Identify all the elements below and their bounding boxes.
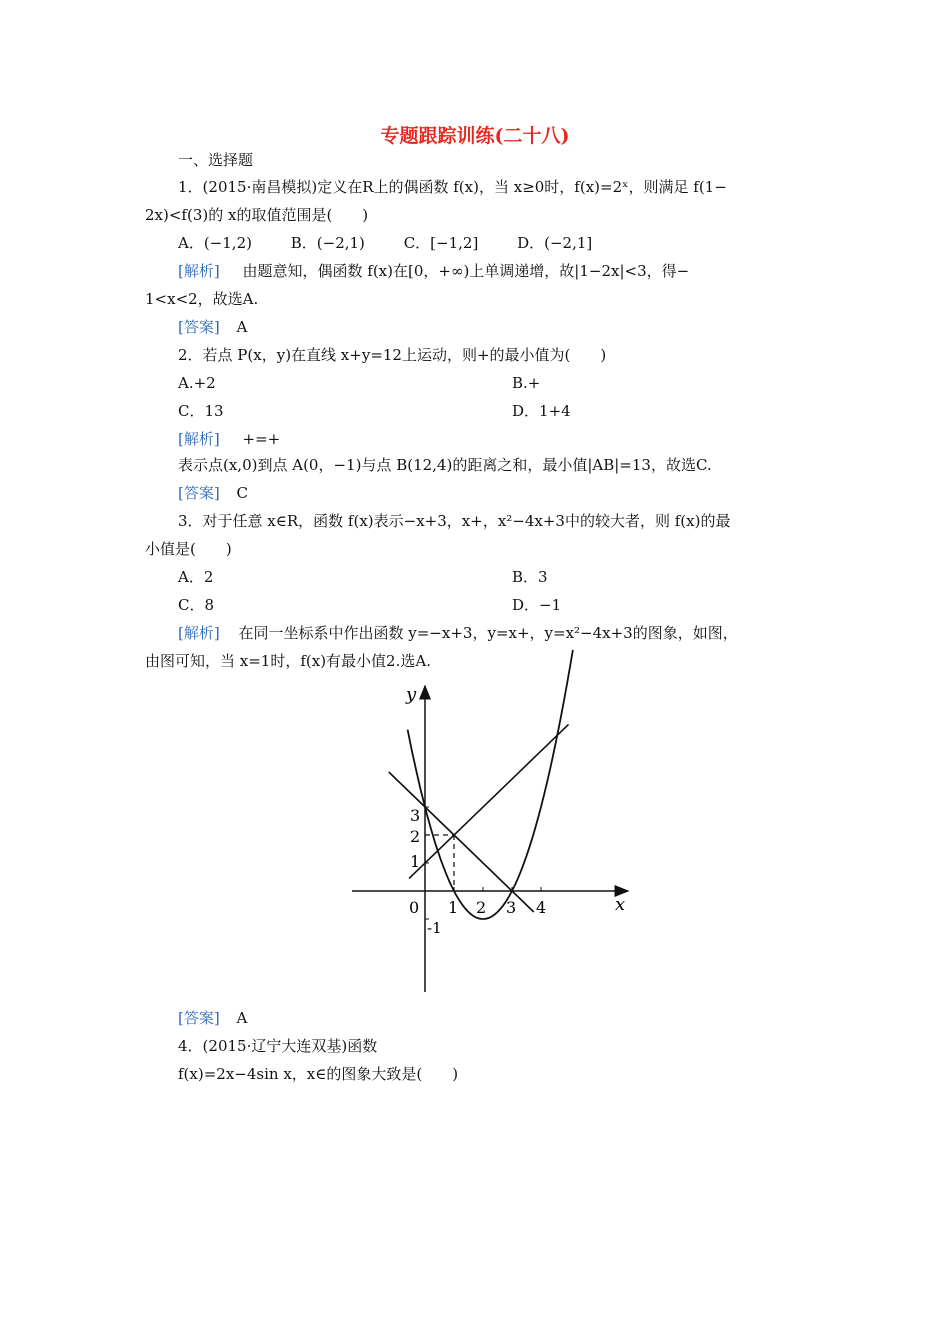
q3-answer-value: A	[236, 1009, 248, 1027]
q1-analysis-text1: 由题意知，偶函数 f(x)在[0，+∞)上单调递增，故|1−2x|<3，得−	[242, 262, 690, 280]
q2-analysis-line2: 表示点(x,0)到点 A(0，−1)与点 B(12,4)的距离之和，最小值|AB|=13，故选C.	[178, 456, 712, 474]
q1-option-b: B．(−2,1)	[290, 234, 365, 252]
q3-stem-line1: 3．对于任意 x∈R，函数 f(x)表示−x+3，x+，x²−4x+3中的较大者，则 f(x)的最	[178, 512, 731, 530]
q1-analysis-tag: [解析]	[178, 262, 220, 280]
q3-analysis-text1: 在同一坐标系中作出函数 y=−x+3，y=x+，y=x²−4x+3的图象，如图，	[238, 624, 738, 642]
q2-analysis-line1	[178, 429, 280, 449]
x-axis-label: x	[615, 894, 626, 915]
q1-stem-line1: 1．(2015·南昌模拟)定义在R上的偶函数 f(x)，当 x≥0时，f(x)=2ˣ，则满足 f(1−	[178, 178, 727, 196]
q2-answer-tag: [答案]	[178, 484, 220, 502]
section-heading: 一、选择题	[178, 151, 254, 169]
q2-stem-line1: 2．若点 P(x，y)在直线 x+y=12上运动，则+的最小值为( )	[178, 346, 607, 364]
q1-options	[178, 233, 592, 253]
q2-option-c: C．13	[178, 402, 224, 420]
q3-stem-line2: 小值是( )	[145, 540, 232, 558]
q1-option-d: D．(−2,1]	[517, 234, 593, 252]
q4-stem-line1: 4．(2015·辽宁大连双基)函数	[178, 1037, 378, 1055]
q1-option-c: C．[−1,2]	[403, 234, 479, 252]
q3-option-b: B．3	[512, 568, 548, 586]
q2-option-d: D．1+4	[512, 402, 571, 420]
q4-stem-line2: f(x)=2x−4sin x，x∈的图象大致是( )	[178, 1065, 459, 1083]
y-tick-2: 2	[410, 827, 421, 846]
curve-line-increasing	[409, 724, 568, 878]
q1-answer	[178, 317, 247, 337]
q2-analysis-tag: [解析]	[178, 430, 220, 448]
q3-answer-tag: [答案]	[178, 1009, 220, 1027]
x-tick-3: 3	[506, 898, 517, 917]
x-tick-1: 1	[448, 898, 459, 917]
q1-analysis-line1	[178, 261, 689, 281]
x-tick-0: 0	[409, 898, 420, 917]
q3-option-a: A．2	[178, 568, 214, 586]
y-axis-label: y	[406, 684, 417, 705]
q1-answer-tag: [答案]	[178, 318, 220, 336]
q1-stem-line2: 2x)<f(3)的 x的取值范围是( )	[145, 206, 369, 224]
q2-answer	[178, 483, 248, 503]
curve-parabola	[408, 650, 573, 919]
curve-line-decreasing	[389, 772, 534, 912]
q1-answer-value: A	[236, 318, 248, 336]
y-tick-3: 3	[410, 806, 421, 825]
q2-answer-value: C	[236, 484, 248, 502]
q3-analysis-line2: 由图可知，当 x=1时，f(x)有最小值2.选A.	[145, 652, 431, 670]
q3-option-d: D．−1	[512, 596, 562, 614]
q3-option-c: C．8	[178, 596, 215, 614]
y-tick-1: 1	[410, 852, 421, 871]
page-title: 专题跟踪训练(二十八)	[380, 125, 570, 147]
q2-option-a: A.+2	[178, 374, 216, 392]
q1-analysis-line2: 1<x<2，故选A.	[145, 290, 259, 308]
y-tick-neg1: -1	[427, 919, 442, 937]
q2-analysis-text1: +=+	[242, 430, 281, 448]
x-tick-2: 2	[476, 898, 487, 917]
q3-answer	[178, 1008, 247, 1028]
q2-option-b: B.+	[512, 374, 541, 392]
q1-option-a: A．(−1,2)	[178, 234, 252, 252]
axis-ticks	[425, 807, 541, 919]
q3-analysis-tag: [解析]	[178, 624, 220, 642]
x-tick-4: 4	[536, 898, 547, 917]
q3-analysis-line1	[178, 623, 738, 643]
